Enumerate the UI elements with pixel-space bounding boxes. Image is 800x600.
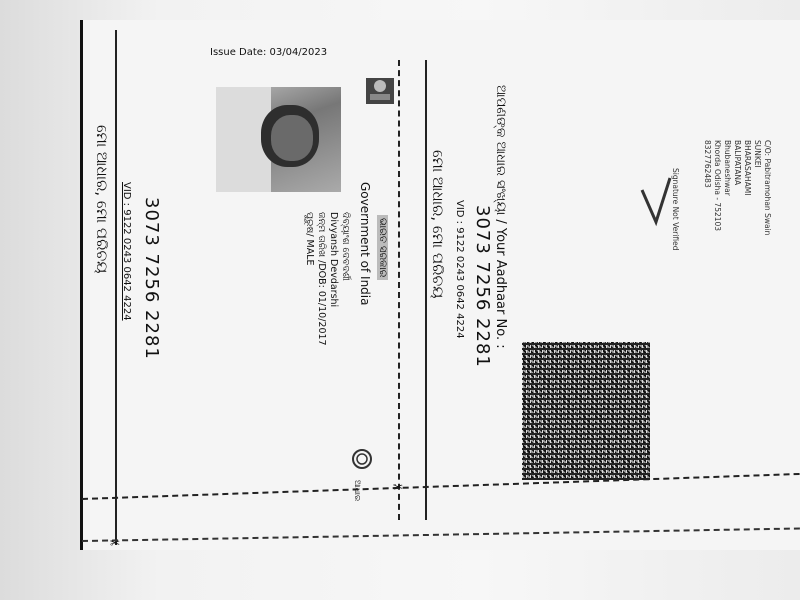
aadhaar-brand-label: ଆଧାର <box>353 480 362 502</box>
left-card-border <box>115 30 117 545</box>
signature-label: Signature Not Verified <box>671 168 680 251</box>
vid-back: VID : 9122 0243 0642 4224 <box>454 200 465 339</box>
address-line-2: SUNKEI <box>753 140 762 168</box>
your-aadhaar-label: ଆପଣଙ୍କ ଆଧାର ସଂଖ୍ୟା / Your Aadhaar No. : <box>493 85 508 349</box>
address-line-4: BALIPATANA <box>733 140 742 186</box>
address-line-1: C/O: Pabitramohan Swain <box>763 140 772 236</box>
holder-name-english: Divyansh Devdarshi <box>328 212 339 308</box>
right-card-border <box>425 60 427 520</box>
holder-gender: ପୁରୁଷ/ MALE <box>304 212 315 266</box>
fold-dashed-line <box>398 60 400 520</box>
scissors-icon: ✂ <box>110 536 121 550</box>
aadhaar-number-back: 3073 7256 2281 <box>472 205 493 368</box>
signature-check-icon <box>636 170 674 242</box>
address-line-3: BHARASAHAMI <box>743 140 752 196</box>
holder-name-regional: ଦିବ୍ୟାଂଶ ଦେବଦର୍ଶୀ <box>340 212 351 281</box>
holder-dob: ଜନ୍ମ ତାରିଖ /DOB: 01/10/2017 <box>316 212 327 346</box>
aadhaar-number-front: 3073 7256 2281 <box>141 197 162 360</box>
government-regional-label: ଭାରତ ସରକାର <box>377 215 388 280</box>
address-line-5: Bhubaneshwar <box>723 140 732 196</box>
motto-back: ମୋ ଆଧାର, ମୋ ପରିଚୟ <box>429 150 447 299</box>
qr-code <box>522 342 650 480</box>
scissors-icon: ✂ <box>393 480 404 494</box>
address-line-7: 8327762483 <box>703 140 712 188</box>
government-english-label: Government of India <box>358 182 372 306</box>
national-emblem-icon <box>362 74 398 108</box>
address-line-6: Khorda Odisha - 752103 <box>713 140 722 232</box>
issue-date: Issue Date: 03/04/2023 <box>210 47 328 58</box>
aadhaar-logo-icon <box>350 447 374 477</box>
vid-front: VID : 9122 0243 0642 4224 <box>121 182 132 321</box>
holder-photo <box>216 87 341 192</box>
motto-front: ମୋ ଆଧାର, ମୋ ପରିଚୟ <box>93 125 111 274</box>
